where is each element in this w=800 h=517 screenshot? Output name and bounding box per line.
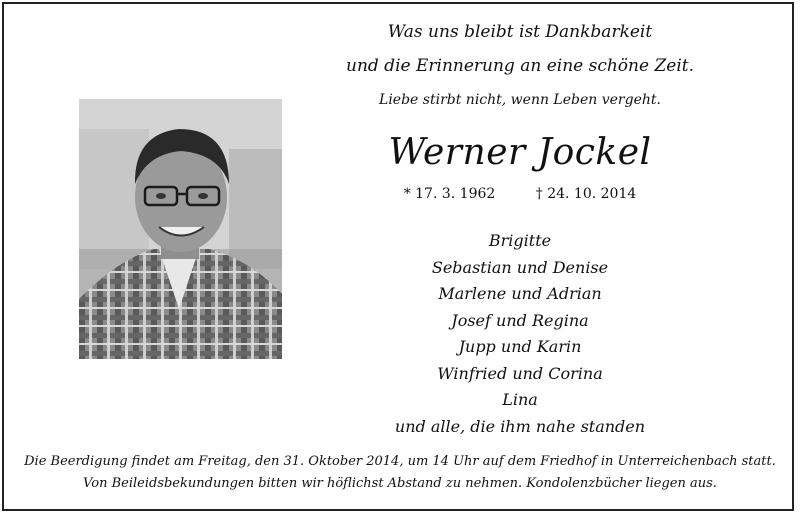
death-date: † 24. 10. 2014 <box>535 186 637 202</box>
family-member: Marlene und Adrian <box>438 284 602 303</box>
family-member: Brigitte <box>488 231 552 250</box>
family-member: Lina <box>502 390 538 409</box>
family-member: Josef und Regina <box>451 310 589 330</box>
quote-line-1: Was uns bleibt ist Dankbarkeit <box>387 22 653 42</box>
family-member: Jupp und Karin <box>458 337 582 356</box>
family-list <box>300 228 740 440</box>
quote-line-2: und die Erinnerung an eine schöne Zeit. <box>346 56 694 76</box>
family-member: Sebastian und Denise <box>431 257 609 277</box>
family-member: Winfried und Corina <box>437 363 603 383</box>
funeral-info: Die Beerdigung findet am Freitag, den 31. Oktober 2014, um 14 Uhr auf dem Friedhof in Unterreichenbach statt. <box>24 454 776 469</box>
portrait-illustration <box>79 99 282 359</box>
condolence-info: Von Beileidsbekundungen bitten wir höflichst Abstand zu nehmen. Kondolenzbücher liegen aus. <box>83 476 717 491</box>
family-member: und alle, die ihm nahe standen <box>394 416 646 436</box>
life-dates <box>300 186 740 202</box>
portrait-photo <box>79 99 282 359</box>
birth-date: * 17. 3. 1962 <box>403 186 496 202</box>
deceased-name: Werner Jockel <box>388 132 652 173</box>
subtitle: Liebe stirbt nicht, wenn Leben vergeht. <box>379 92 661 108</box>
